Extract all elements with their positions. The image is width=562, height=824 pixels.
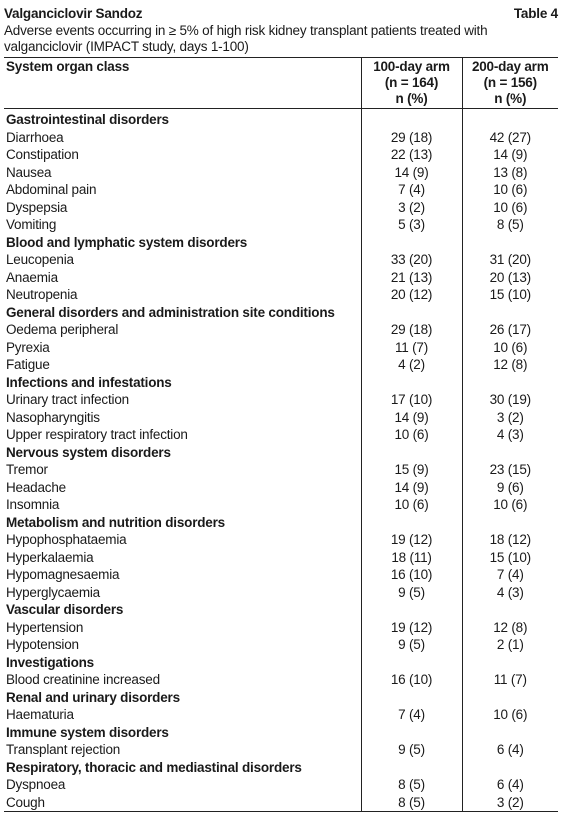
- value-200-day-arm: 14 (9): [493, 147, 528, 162]
- category-label: Respiratory, thoracic and mediastinal disorders: [4, 759, 361, 777]
- value-200-day-arm: 4 (3): [496, 427, 524, 442]
- table-row: [4, 479, 558, 497]
- value-200-day-arm: 10 (6): [493, 182, 528, 197]
- value-100-day-arm: 5 (3): [361, 216, 462, 234]
- value-100-day-arm: [361, 724, 462, 742]
- event-label: Upper respiratory tract infection: [4, 426, 361, 444]
- table-row: [4, 776, 558, 794]
- value-100-day-arm: 10 (6): [361, 426, 462, 444]
- event-label: Hypertension: [4, 619, 361, 637]
- value-200-day-arm: [462, 374, 558, 392]
- value-100-day-arm: [361, 689, 462, 707]
- value-200-day-arm: 8 (5): [496, 217, 524, 232]
- event-label: Diarrhoea: [4, 129, 361, 147]
- value-200-day-arm: 3 (2): [462, 794, 558, 812]
- value-100-day-arm: [361, 374, 462, 392]
- event-label: Headache: [4, 479, 361, 497]
- value-200-day-arm: [462, 304, 558, 322]
- column-header-line: n (%): [395, 91, 428, 106]
- table-row: [4, 409, 558, 427]
- value-200-day-arm: [462, 689, 558, 707]
- value-200-day-arm: 13 (8): [493, 164, 528, 180]
- table-row: [4, 566, 558, 584]
- category-row: [4, 724, 558, 742]
- event-label: Transplant rejection: [4, 741, 361, 759]
- category-row: [4, 444, 558, 462]
- value-100-day-arm: 8 (5): [361, 776, 462, 794]
- table-row: [4, 181, 558, 199]
- column-header-system-organ-class: System organ class: [4, 58, 361, 109]
- value-200-day-arm: 9 (6): [496, 479, 524, 495]
- column-header-200-day-arm: [462, 58, 558, 109]
- value-200-day-arm: 6 (4): [496, 742, 524, 757]
- value-100-day-arm: 16 (10): [361, 671, 462, 689]
- table-row: [4, 286, 558, 304]
- value-100-day-arm: 18 (11): [361, 549, 462, 567]
- event-label: Fatigue: [4, 356, 361, 374]
- table-row: [4, 199, 558, 217]
- table-row: [4, 584, 558, 602]
- value-200-day-arm: 42 (27): [489, 129, 531, 145]
- event-label: Hypotension: [4, 636, 361, 654]
- value-200-day-arm: 15 (10): [489, 549, 531, 565]
- value-200-day-arm: [462, 234, 558, 252]
- value-100-day-arm: [361, 444, 462, 462]
- table-row: [4, 251, 558, 269]
- table-body: [4, 109, 558, 812]
- table-row: [4, 426, 558, 444]
- value-100-day-arm: 4 (2): [361, 356, 462, 374]
- table-row: [4, 794, 558, 812]
- event-label: Abdominal pain: [4, 181, 361, 199]
- category-row: [4, 234, 558, 252]
- table-row: [4, 636, 558, 654]
- value-200-day-arm: 10 (6): [493, 707, 528, 722]
- value-100-day-arm: 11 (7): [361, 339, 462, 357]
- event-label: Cough: [4, 794, 361, 812]
- value-200-day-arm: [462, 109, 558, 129]
- category-label: Investigations: [4, 654, 361, 672]
- category-row: [4, 109, 558, 129]
- value-100-day-arm: 33 (20): [361, 251, 462, 269]
- value-100-day-arm: [361, 234, 462, 252]
- value-100-day-arm: [361, 304, 462, 322]
- value-200-day-arm: [462, 759, 558, 777]
- table-row: [4, 671, 558, 689]
- column-header-line: (n = 164): [384, 75, 439, 90]
- category-row: [4, 654, 558, 672]
- value-100-day-arm: 9 (5): [361, 741, 462, 759]
- event-label: Vomiting: [4, 216, 361, 234]
- event-label: Hyperkalaemia: [4, 549, 361, 567]
- value-100-day-arm: [361, 759, 462, 777]
- category-label: Metabolism and nutrition disorders: [4, 514, 361, 532]
- value-100-day-arm: 20 (12): [361, 286, 462, 304]
- value-100-day-arm: 7 (4): [361, 181, 462, 199]
- value-200-day-arm: 15 (10): [489, 287, 531, 302]
- table-row: [4, 146, 558, 164]
- category-row: [4, 759, 558, 777]
- category-label: Immune system disorders: [4, 724, 361, 742]
- value-200-day-arm: [462, 654, 558, 672]
- value-200-day-arm: 10 (6): [493, 199, 528, 215]
- table-label: Table 4: [513, 6, 558, 21]
- category-row: [4, 514, 558, 532]
- value-200-day-arm: 6 (4): [496, 777, 524, 792]
- category-label: Gastrointestinal disorders: [4, 109, 361, 129]
- value-200-day-arm: 26 (17): [489, 322, 531, 337]
- value-100-day-arm: 19 (12): [361, 531, 462, 549]
- value-200-day-arm: [462, 601, 558, 619]
- value-100-day-arm: 10 (6): [361, 496, 462, 514]
- table-row: [4, 741, 558, 759]
- value-200-day-arm: 10 (6): [493, 497, 528, 512]
- value-100-day-arm: 17 (10): [361, 391, 462, 409]
- event-label: Anaemia: [4, 269, 361, 287]
- value-200-day-arm: 30 (19): [489, 392, 531, 407]
- value-100-day-arm: 15 (9): [361, 461, 462, 479]
- event-label: Pyrexia: [4, 339, 361, 357]
- value-200-day-arm: [462, 514, 558, 532]
- value-200-day-arm: 10 (6): [493, 339, 528, 355]
- event-label: Insomnia: [4, 496, 361, 514]
- table-row: [4, 356, 558, 374]
- table-row: [4, 706, 558, 724]
- column-header-100-day-arm: [361, 58, 462, 109]
- value-200-day-arm: 7 (4): [496, 567, 524, 582]
- value-200-day-arm: 3 (2): [496, 409, 524, 425]
- value-200-day-arm: 18 (12): [489, 532, 531, 547]
- category-row: [4, 374, 558, 392]
- category-label: Renal and urinary disorders: [4, 689, 361, 707]
- table-row: [4, 339, 558, 357]
- value-200-day-arm: 2 (1): [496, 637, 524, 652]
- value-200-day-arm: 4 (3): [496, 584, 524, 600]
- event-label: Haematuria: [4, 706, 361, 724]
- value-200-day-arm: 20 (13): [489, 269, 531, 285]
- table-row: [4, 461, 558, 479]
- table-row: [4, 269, 558, 287]
- category-row: [4, 601, 558, 619]
- table-row: [4, 531, 558, 549]
- event-label: Oedema peripheral: [4, 321, 361, 339]
- value-100-day-arm: 9 (5): [361, 584, 462, 602]
- value-200-day-arm: 31 (20): [489, 252, 531, 267]
- table-row: [4, 619, 558, 637]
- table-caption: Adverse events occurring in ≥ 5% of high risk kidney transplant patients treated with valganciclovir (IMPACT study, days 1-100): [4, 23, 488, 54]
- value-100-day-arm: [361, 514, 462, 532]
- category-label: Infections and infestations: [4, 374, 361, 392]
- category-row: [4, 689, 558, 707]
- value-100-day-arm: 14 (9): [361, 164, 462, 182]
- event-label: Urinary tract infection: [4, 391, 361, 409]
- table-row: [4, 391, 558, 409]
- event-label: Hyperglycaemia: [4, 584, 361, 602]
- document-header: [4, 6, 558, 22]
- value-100-day-arm: [361, 601, 462, 619]
- table-row: [4, 549, 558, 567]
- table-row: [4, 164, 558, 182]
- value-200-day-arm: [462, 444, 558, 462]
- value-100-day-arm: 14 (9): [361, 409, 462, 427]
- document-title: Valganciclovir Sandoz: [4, 6, 143, 21]
- value-100-day-arm: 8 (5): [361, 794, 462, 812]
- event-label: Blood creatinine increased: [4, 671, 361, 689]
- event-label: Dyspepsia: [4, 199, 361, 217]
- value-200-day-arm: 23 (15): [489, 462, 531, 477]
- value-200-day-arm: 12 (8): [493, 357, 528, 372]
- table-row: [4, 321, 558, 339]
- value-200-day-arm: [462, 724, 558, 742]
- table-row: [4, 496, 558, 514]
- value-200-day-arm: 11 (7): [493, 672, 527, 687]
- table-row: [4, 216, 558, 234]
- event-label: Constipation: [4, 146, 361, 164]
- column-header-line: n (%): [494, 91, 527, 106]
- table-header-row: [4, 58, 558, 109]
- value-100-day-arm: 7 (4): [361, 706, 462, 724]
- event-label: Nasopharyngitis: [4, 409, 361, 427]
- column-header-line: 100-day arm: [373, 59, 450, 74]
- event-label: Hypophosphataemia: [4, 531, 361, 549]
- value-100-day-arm: 19 (12): [361, 619, 462, 637]
- value-100-day-arm: 29 (18): [361, 129, 462, 147]
- category-label: General disorders and administration site conditions: [4, 304, 361, 322]
- category-label: Nervous system disorders: [4, 444, 361, 462]
- value-100-day-arm: [361, 654, 462, 672]
- column-header-line: 200-day arm: [471, 59, 549, 74]
- value-100-day-arm: 9 (5): [361, 636, 462, 654]
- event-label: Leucopenia: [4, 251, 361, 269]
- category-label: Blood and lymphatic system disorders: [4, 234, 361, 252]
- value-100-day-arm: 22 (13): [361, 146, 462, 164]
- category-label: Vascular disorders: [4, 601, 361, 619]
- column-header-line: (n = 156): [483, 75, 537, 90]
- adverse-events-table: [4, 57, 558, 812]
- table-row: [4, 129, 558, 147]
- value-100-day-arm: 14 (9): [361, 479, 462, 497]
- value-100-day-arm: 29 (18): [361, 321, 462, 339]
- value-200-day-arm: 12 (8): [493, 619, 528, 635]
- value-100-day-arm: [361, 109, 462, 129]
- value-100-day-arm: 21 (13): [361, 269, 462, 287]
- event-label: Dyspnoea: [4, 776, 361, 794]
- event-label: Neutropenia: [4, 286, 361, 304]
- value-100-day-arm: 16 (10): [361, 566, 462, 584]
- category-row: [4, 304, 558, 322]
- event-label: Hypomagnesaemia: [4, 566, 361, 584]
- event-label: Nausea: [4, 164, 361, 182]
- event-label: Tremor: [4, 461, 361, 479]
- value-100-day-arm: 3 (2): [361, 199, 462, 217]
